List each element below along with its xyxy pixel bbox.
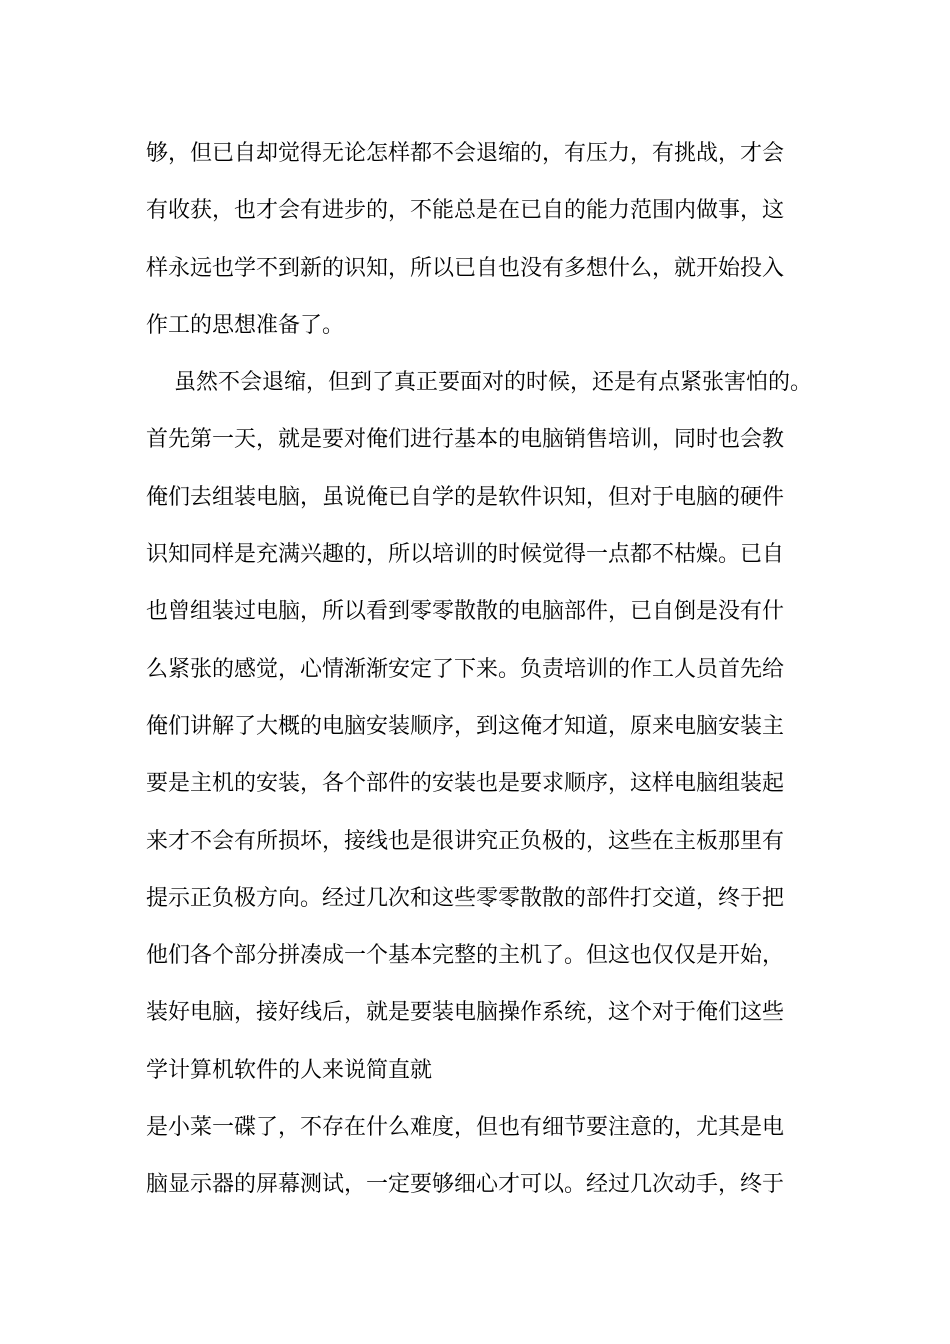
text-line: 提示正负极方向。经过几次和这些零零散散的部件打交道，终于把	[146, 885, 785, 911]
text-line: 有收获，也才会有进步的，不能总是在已自的能力范围内做事，这	[146, 198, 785, 224]
text-line: 俺们去组装电脑，虽说俺已自学的是软件识知，但对于电脑的硬件	[146, 484, 785, 510]
text-line: 虽然不会退缩，但到了真正要面对的时候，还是有点紧张害怕的。	[174, 370, 813, 396]
text-line: 装好电脑，接好线后，就是要装电脑操作系统，这个对于俺们这些	[146, 1000, 785, 1026]
text-line: 作工的思想准备了。	[146, 312, 345, 338]
text-line: 学计算机软件的人来说简直就	[146, 1057, 433, 1083]
text-line: 够，但已自却觉得无论怎样都不会退缩的，有压力，有挑战，才会	[146, 141, 785, 166]
text-line: 要是主机的安装，各个部件的安装也是要求顺序，这样电脑组装起	[146, 771, 785, 797]
body-text	[146, 125, 816, 1214]
text-line: 来才不会有所损坏，接线也是很讲究正负极的，这些在主板那里有	[146, 828, 785, 854]
text-line: 俺们讲解了大概的电脑安装顺序，到这俺才知道，原来电脑安装主	[146, 713, 785, 739]
text-line: 也曾组装过电脑，所以看到零零散散的电脑部件，已自倒是没有什	[146, 599, 785, 625]
text-line: 脑显示器的屏幕测试，一定要够细心才可以。经过几次动手，终于	[146, 1172, 785, 1198]
text-line: 识知同样是充满兴趣的，所以培训的时候觉得一点都不枯燥。已自	[146, 542, 785, 568]
text-line: 么紧张的感觉，心情渐渐安定了下来。负责培训的作工人员首先给	[146, 656, 785, 682]
text-line: 是小菜一碟了，不存在什么难度，但也有细节要注意的，尤其是电	[146, 1115, 785, 1141]
text-line: 他们各个部分拼凑成一个基本完整的主机了。但这也仅仅是开始，	[146, 943, 785, 969]
text-line: 样永远也学不到新的识知，所以已自也没有多想什么，就开始投入	[146, 255, 785, 281]
text-line: 首先第一天，就是要对俺们进行基本的电脑销售培训，同时也会教	[146, 427, 785, 453]
